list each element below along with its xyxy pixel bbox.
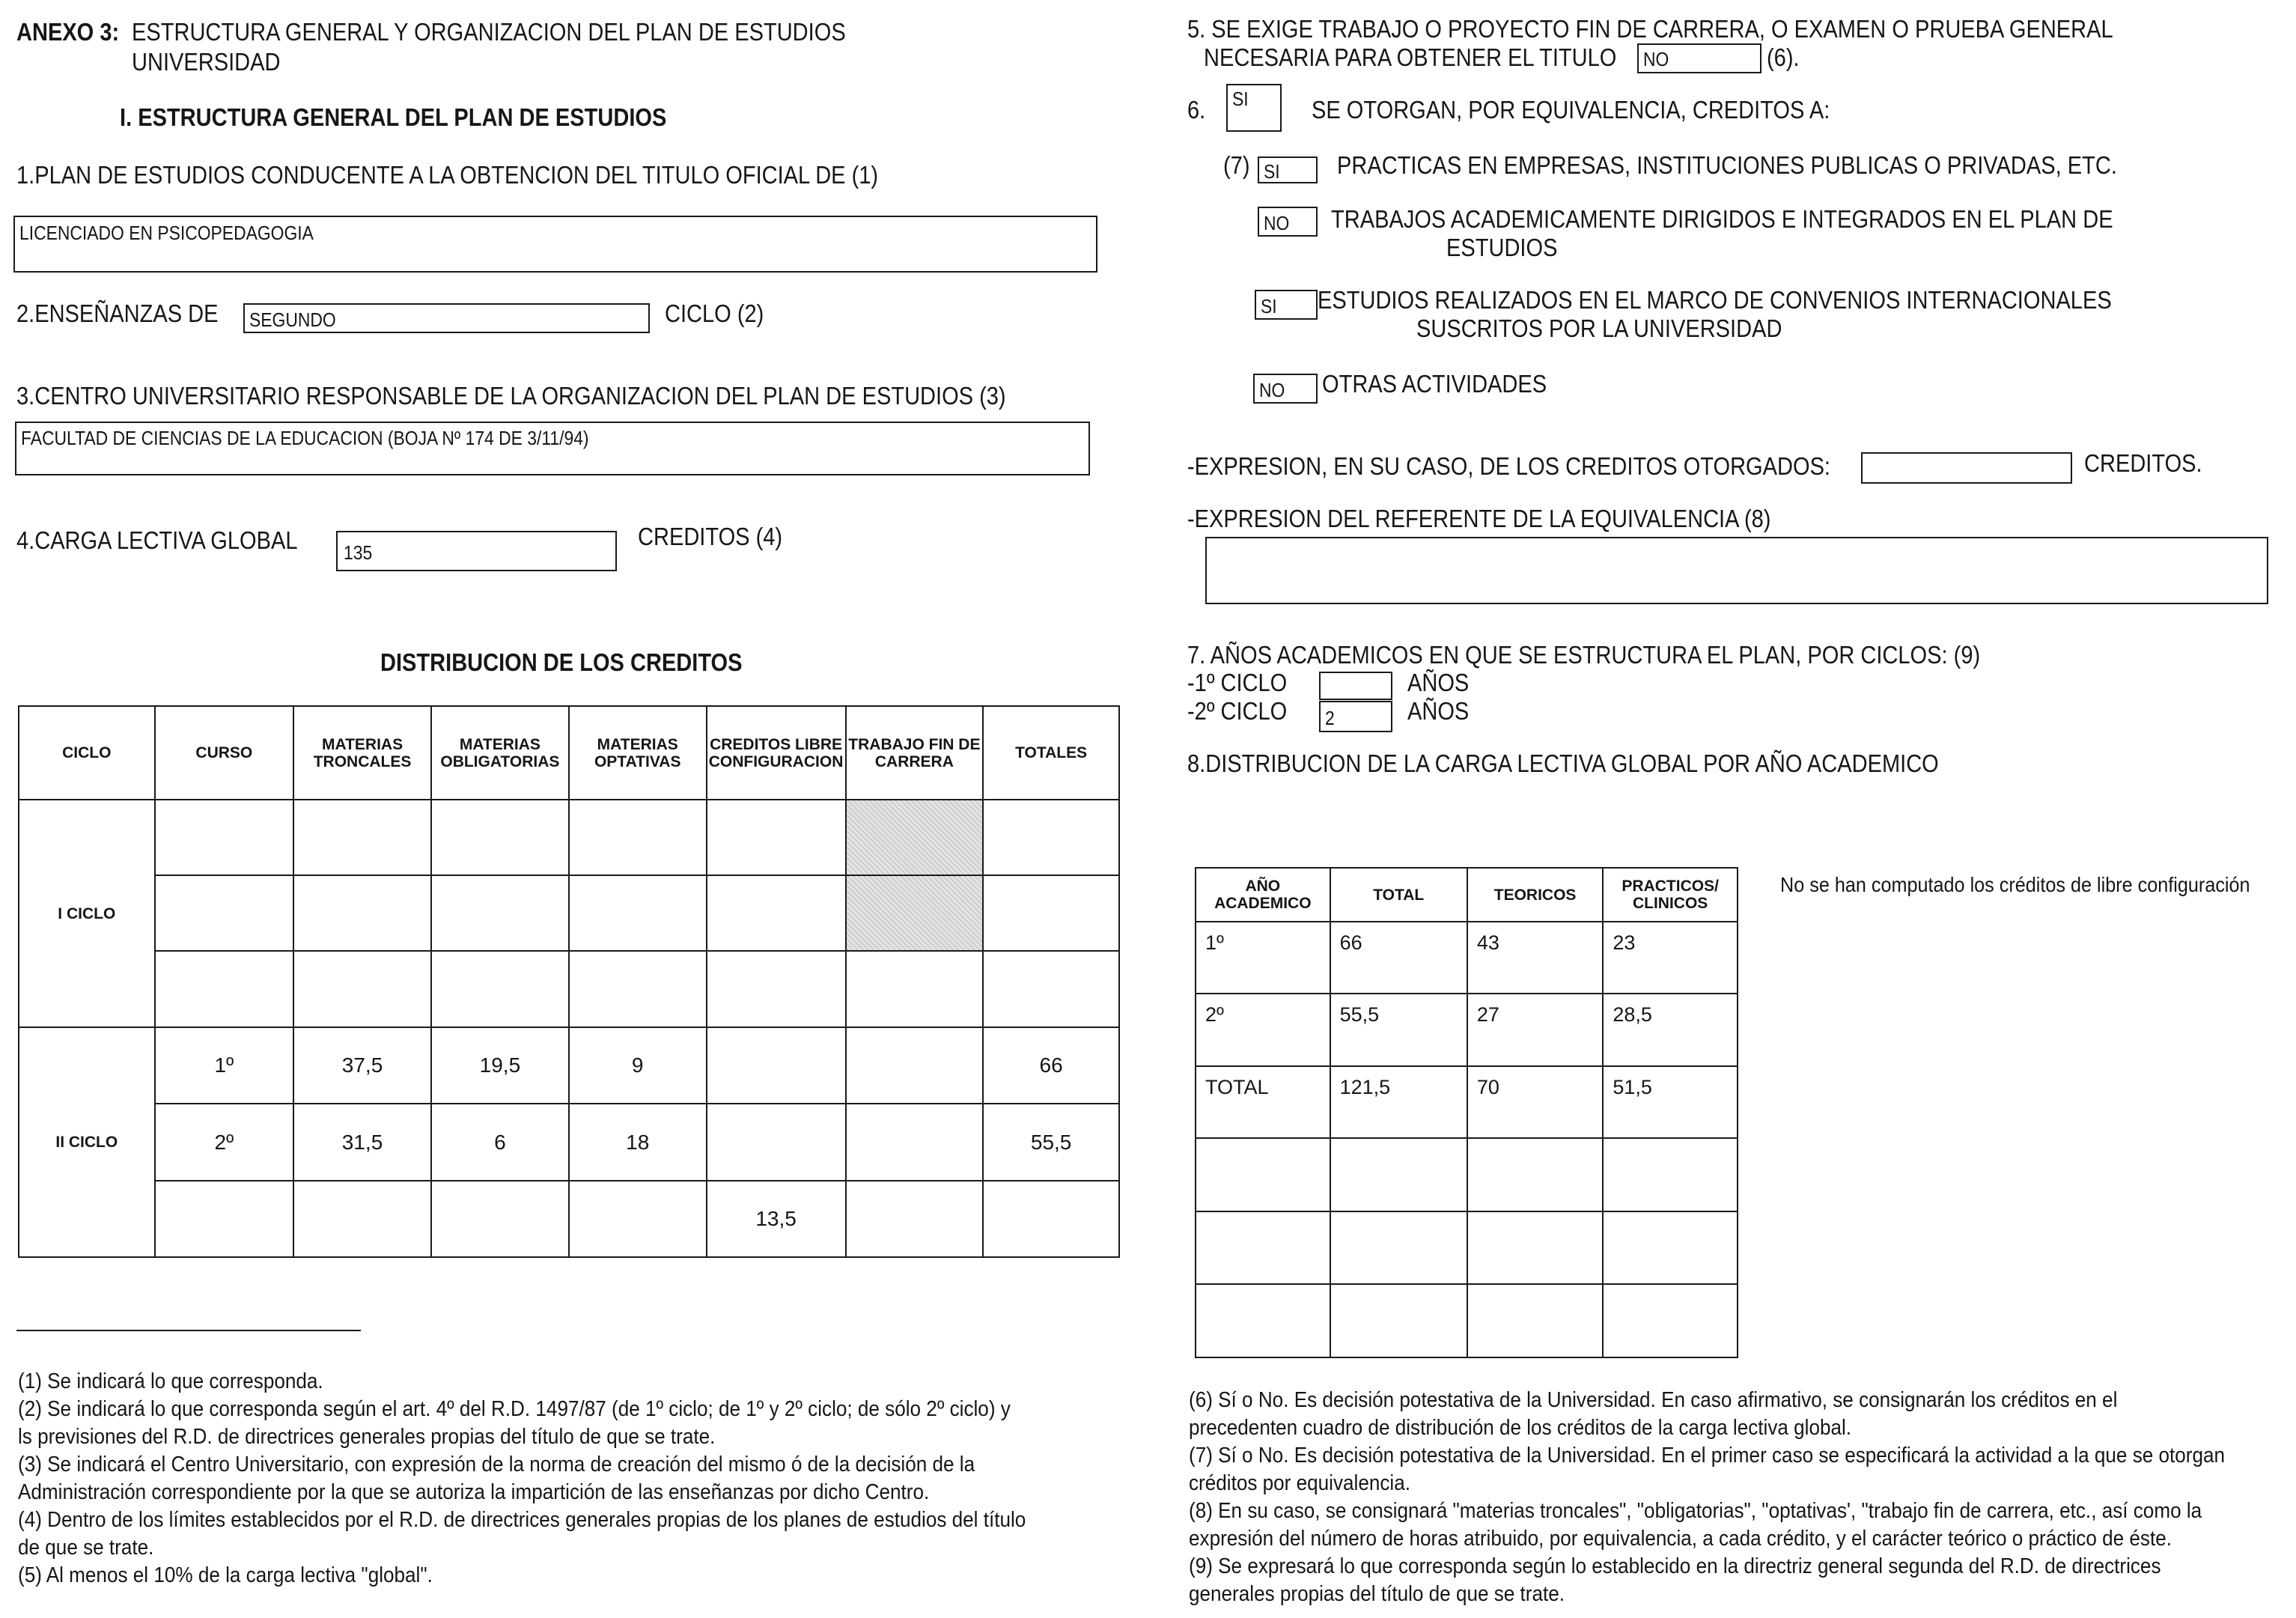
- expr-creditos-field[interactable]: [1861, 452, 2072, 484]
- table-cell: [155, 1181, 294, 1257]
- q5-line2: NECESARIA PARA OBTENER EL TITULO: [1204, 43, 1617, 71]
- q6-label: SE OTORGAN, POR EQUIVALENCIA, CREDITOS A:: [1312, 96, 1830, 124]
- footnote-line: de que se trate.: [18, 1536, 154, 1560]
- header-curso: CURSO: [155, 706, 294, 800]
- table-row: [19, 800, 1119, 875]
- table-cell: [1603, 1284, 1738, 1357]
- table-cell: 121,5: [1330, 1066, 1467, 1138]
- table-row: [19, 1027, 1119, 1104]
- table-cell: [155, 951, 294, 1027]
- convenios-field[interactable]: [1255, 290, 1318, 320]
- table-cell: 2º: [155, 1104, 294, 1181]
- table-cell: [431, 800, 569, 875]
- footnote-line: (6) Sí o No. Es decisión potestativa de la Universidad. En caso afirmativo, se consignarán los créditos en el: [1189, 1388, 2118, 1412]
- q6-field-value: SI: [1232, 88, 1249, 110]
- header-obligatorias: MATERIAS OBLIGATORIAS: [431, 706, 569, 800]
- table-cell: 27: [1467, 994, 1603, 1066]
- trabajos-label-line2: ESTUDIOS: [1446, 234, 1558, 261]
- table-cell: [1196, 1284, 1330, 1357]
- table-cell: [983, 800, 1119, 875]
- shaded-cell: [846, 800, 984, 875]
- table-cell: 13,5: [707, 1181, 846, 1257]
- center-field[interactable]: [15, 422, 1090, 475]
- practicas-field[interactable]: [1258, 156, 1318, 183]
- table-header-row: [19, 706, 1119, 800]
- q6-field[interactable]: [1226, 84, 1282, 132]
- table-row: [19, 1181, 1119, 1257]
- otras-field-value: NO: [1259, 379, 1285, 401]
- q7-ciclo2-value: 2: [1325, 707, 1335, 729]
- header-teoricos: TEORICOS: [1467, 868, 1603, 922]
- table-cell: [431, 1181, 569, 1257]
- table-cell: [155, 800, 294, 875]
- expr-creditos-suffix: CREDITOS.: [2084, 449, 2202, 477]
- table-cell: [293, 875, 431, 951]
- header-practicos-clinicos: PRACTICOS/ CLINICOS: [1603, 868, 1738, 922]
- annex-label: ANEXO 3:: [16, 18, 120, 46]
- expr-creditos-label: -EXPRESION, EN SU CASO, DE LOS CREDITOS OTORGADOS:: [1187, 452, 1831, 480]
- footnote-line: (7) Sí o No. Es decisión potestativa de la Universidad. En el primer caso se especificará la actividad a la que se otorgan: [1189, 1444, 2226, 1468]
- footnote-line: generales propias del título de que se trate.: [1189, 1582, 1565, 1606]
- trabajos-field-value: NO: [1264, 212, 1290, 234]
- table-cell: 43: [1467, 922, 1603, 994]
- table-cell: [293, 951, 431, 1027]
- table-cell: [155, 875, 294, 951]
- load-field-value: 135: [344, 541, 373, 564]
- load-question-label: 4.CARGA LECTIVA GLOBAL: [16, 526, 298, 554]
- table-row: [1196, 1211, 1738, 1284]
- trabajos-label-line1: TRABAJOS ACADEMICAMENTE DIRIGIDOS E INTEGRADOS EN EL PLAN DE: [1331, 205, 2113, 233]
- q7-ciclo1-field[interactable]: [1319, 672, 1392, 700]
- table-row: [19, 1104, 1119, 1181]
- title-field[interactable]: [13, 216, 1097, 273]
- header-trabajo-fin-carrera: TRABAJO FIN DE CARRERA: [846, 706, 984, 800]
- table-cell: [846, 1027, 984, 1104]
- cycle-question-suffix: CICLO (2): [665, 299, 764, 327]
- annual-load-table: [1195, 867, 1738, 1358]
- table-cell: [431, 875, 569, 951]
- table-cell: 23: [1603, 922, 1738, 994]
- table-cell: [983, 1181, 1119, 1257]
- load-field[interactable]: [336, 531, 617, 571]
- distribution-title: DISTRIBUCION DE LOS CREDITOS: [380, 648, 743, 676]
- q7-ciclo2-field[interactable]: [1319, 701, 1392, 732]
- practicas-field-value: SI: [1264, 160, 1280, 183]
- table-cell: [1330, 1211, 1467, 1284]
- table-cell: 66: [1330, 922, 1467, 994]
- table-cell: 37,5: [293, 1027, 431, 1104]
- annex-title-line1: ESTRUCTURA GENERAL Y ORGANIZACION DEL PLAN DE ESTUDIOS: [132, 18, 846, 46]
- table-cell: [1467, 1138, 1603, 1211]
- otras-field[interactable]: [1253, 374, 1318, 404]
- table-cell: 9: [569, 1027, 707, 1104]
- table-cell: [846, 1104, 984, 1181]
- table-cell: TOTAL: [1196, 1066, 1330, 1138]
- footnote-line: (8) En su caso, se consignará "materias troncales", "obligatorias", "optativas', "trabajo fin de carrera, etc., así como la: [1189, 1499, 2202, 1523]
- center-question-label: 3.CENTRO UNIVERSITARIO RESPONSABLE DE LA ORGANIZACION DEL PLAN DE ESTUDIOS (3): [16, 382, 1006, 410]
- table-cell: 55,5: [1330, 994, 1467, 1066]
- table-row: [1196, 1284, 1738, 1357]
- table-cell: [569, 875, 707, 951]
- q7-ciclo2-label: -2º CICLO: [1187, 697, 1288, 725]
- table-cell: 2º: [1196, 994, 1330, 1066]
- footnote-line: (3) Se indicará el Centro Universitario, con expresión de la norma de creación del mismo ó de la decisión de la: [18, 1453, 975, 1476]
- footnotes-left: [18, 1368, 1026, 1590]
- table-cell: [707, 800, 846, 875]
- table-header-row: [1196, 868, 1738, 922]
- table-cell: 51,5: [1603, 1066, 1738, 1138]
- table-cell: [707, 875, 846, 951]
- header-troncales: MATERIAS TRONCALES: [293, 706, 431, 800]
- table-cell: [983, 875, 1119, 951]
- footnote-line: créditos por equivalencia.: [1189, 1471, 1410, 1495]
- table-cell: [569, 1181, 707, 1257]
- header-libre-configuracion: CREDITOS LIBRE CONFIGURACION: [707, 706, 846, 800]
- table-row: [1196, 1138, 1738, 1211]
- q7-label: 7. AÑOS ACADEMICOS EN QUE SE ESTRUCTURA EL PLAN, POR CICLOS: (9): [1187, 641, 1981, 669]
- header-optativas: MATERIAS OPTATIVAS: [569, 706, 707, 800]
- table-cell: [846, 951, 984, 1027]
- q5-field-value: NO: [1643, 48, 1669, 70]
- q5-line1: 5. SE EXIGE TRABAJO O PROYECTO FIN DE CARRERA, O EXAMEN O PRUEBA GENERAL: [1187, 15, 2113, 43]
- cycle-field[interactable]: [243, 303, 650, 333]
- shaded-cell: [846, 875, 984, 951]
- convenios-field-value: SI: [1261, 295, 1277, 317]
- ciclo-1-label: I CICLO: [19, 800, 155, 1027]
- table-row: [1196, 1066, 1738, 1138]
- header-totales: TOTALES: [983, 706, 1119, 800]
- center-field-value: FACULTAD DE CIENCIAS DE LA EDUCACION (BOJA Nº 174 DE 3/11/94): [21, 427, 589, 449]
- annex-title-line2: UNIVERSIDAD: [132, 48, 281, 76]
- title-question-label: 1.PLAN DE ESTUDIOS CONDUCENTE A LA OBTENCION DEL TITULO OFICIAL DE (1): [16, 161, 879, 189]
- otras-label: OTRAS ACTIVIDADES: [1322, 370, 1547, 398]
- libre-configuracion-note: No se han computado los créditos de libre configuración: [1780, 873, 2250, 896]
- header-ano-academico: AÑO ACADEMICO: [1196, 868, 1330, 922]
- convenios-label-line1: ESTUDIOS REALIZADOS EN EL MARCO DE CONVENIOS INTERNACIONALES: [1318, 286, 2112, 314]
- table-cell: [707, 951, 846, 1027]
- table-cell: 1º: [1196, 922, 1330, 994]
- practicas-label: PRACTICAS EN EMPRESAS, INSTITUCIONES PUBLICAS O PRIVADAS, ETC.: [1337, 151, 2117, 179]
- table-cell: 66: [983, 1027, 1119, 1104]
- expr-referente-field[interactable]: [1205, 537, 2268, 604]
- q7-ciclo1-unit: AÑOS: [1407, 669, 1470, 696]
- section-title: I. ESTRUCTURA GENERAL DEL PLAN DE ESTUDIOS: [120, 103, 667, 131]
- table-row: [19, 951, 1119, 1027]
- table-cell: [707, 1027, 846, 1104]
- table-cell: [1196, 1211, 1330, 1284]
- header-total: TOTAL: [1330, 868, 1467, 922]
- table-cell: 31,5: [293, 1104, 431, 1181]
- q5-suffix: (6).: [1767, 43, 1800, 71]
- table-cell: [983, 951, 1119, 1027]
- table-cell: 18: [569, 1104, 707, 1181]
- table-cell: [1196, 1138, 1330, 1211]
- table-row: [19, 875, 1119, 951]
- table-cell: [707, 1104, 846, 1181]
- expr-referente-label: -EXPRESION DEL REFERENTE DE LA EQUIVALENCIA (8): [1187, 505, 1771, 532]
- convenios-label-line2: SUSCRITOS POR LA UNIVERSIDAD: [1416, 314, 1782, 342]
- table-cell: [1603, 1138, 1738, 1211]
- table-cell: [1330, 1284, 1467, 1357]
- cycle-question-label: 2.ENSEÑANZAS DE: [16, 299, 219, 327]
- footnote-line: precedenten cuadro de distribución de los créditos de la carga lectiva global.: [1189, 1416, 1852, 1440]
- table-cell: [846, 1181, 984, 1257]
- footnote-line: expresión del número de horas atribuido, por equivalencia, a cada crédito, y el carácter teórico o práctico de éste.: [1189, 1527, 2172, 1551]
- load-question-suffix: CREDITOS (4): [638, 523, 783, 550]
- q5-field[interactable]: [1637, 43, 1761, 73]
- table-cell: 28,5: [1603, 994, 1738, 1066]
- footnotes-right: [1189, 1387, 2225, 1608]
- table-row: [1196, 922, 1738, 994]
- trabajos-field[interactable]: [1258, 207, 1318, 237]
- table-cell: [1330, 1138, 1467, 1211]
- credits-distribution-table: [18, 705, 1120, 1258]
- q7-ciclo2-unit: AÑOS: [1407, 697, 1470, 725]
- ciclo-2-label: II CICLO: [19, 1027, 155, 1257]
- q8-label: 8.DISTRIBUCION DE LA CARGA LECTIVA GLOBAL POR AÑO ACADEMICO: [1187, 749, 1939, 777]
- footnote-line: (4) Dentro de los límites establecidos por el R.D. de directrices generales propias de los planes de estudios del título: [18, 1508, 1026, 1532]
- table-cell: [1467, 1211, 1603, 1284]
- cycle-field-value: SEGUNDO: [249, 308, 336, 331]
- table-cell: [569, 951, 707, 1027]
- footnote-line: Administración correspondiente por la que se autoriza la impartición de las enseñanzas por dicho Centro.: [18, 1480, 930, 1504]
- table-cell: [293, 1181, 431, 1257]
- footnote-separator: [16, 1330, 361, 1331]
- footnote-line: (9) Se expresará lo que corresponda según lo establecido en la directriz general segunda del R.D. de directrices: [1189, 1554, 2161, 1578]
- footnote-line: ls previsiones del R.D. de directrices generales propias del título de que se trate.: [18, 1425, 716, 1449]
- table-cell: 55,5: [983, 1104, 1119, 1181]
- footnote-line: (1) Se indicará lo que corresponda.: [18, 1369, 323, 1393]
- footnote-line: (5) Al menos el 10% de la carga lectiva "global".: [18, 1563, 433, 1587]
- q7-ciclo1-label: -1º CICLO: [1187, 669, 1288, 696]
- table-cell: [293, 800, 431, 875]
- header-ciclo: CICLO: [19, 706, 155, 800]
- table-cell: 6: [431, 1104, 569, 1181]
- table-cell: 19,5: [431, 1027, 569, 1104]
- footnote-line: (2) Se indicará lo que corresponda según el art. 4º del R.D. 1497/87 (de 1º ciclo; de 1º y 2º ciclo; de sólo 2º ciclo) y: [18, 1397, 1011, 1421]
- title-field-value: LICENCIADO EN PSICOPEDAGOGIA: [19, 222, 314, 244]
- table-row: [1196, 994, 1738, 1066]
- table-cell: [569, 800, 707, 875]
- table-cell: [431, 951, 569, 1027]
- footnote-ref-7: (7): [1223, 151, 1250, 179]
- table-cell: [1467, 1284, 1603, 1357]
- table-cell: [1603, 1211, 1738, 1284]
- q6-number: 6.: [1187, 96, 1206, 124]
- table-cell: 70: [1467, 1066, 1603, 1138]
- table-cell: 1º: [155, 1027, 294, 1104]
